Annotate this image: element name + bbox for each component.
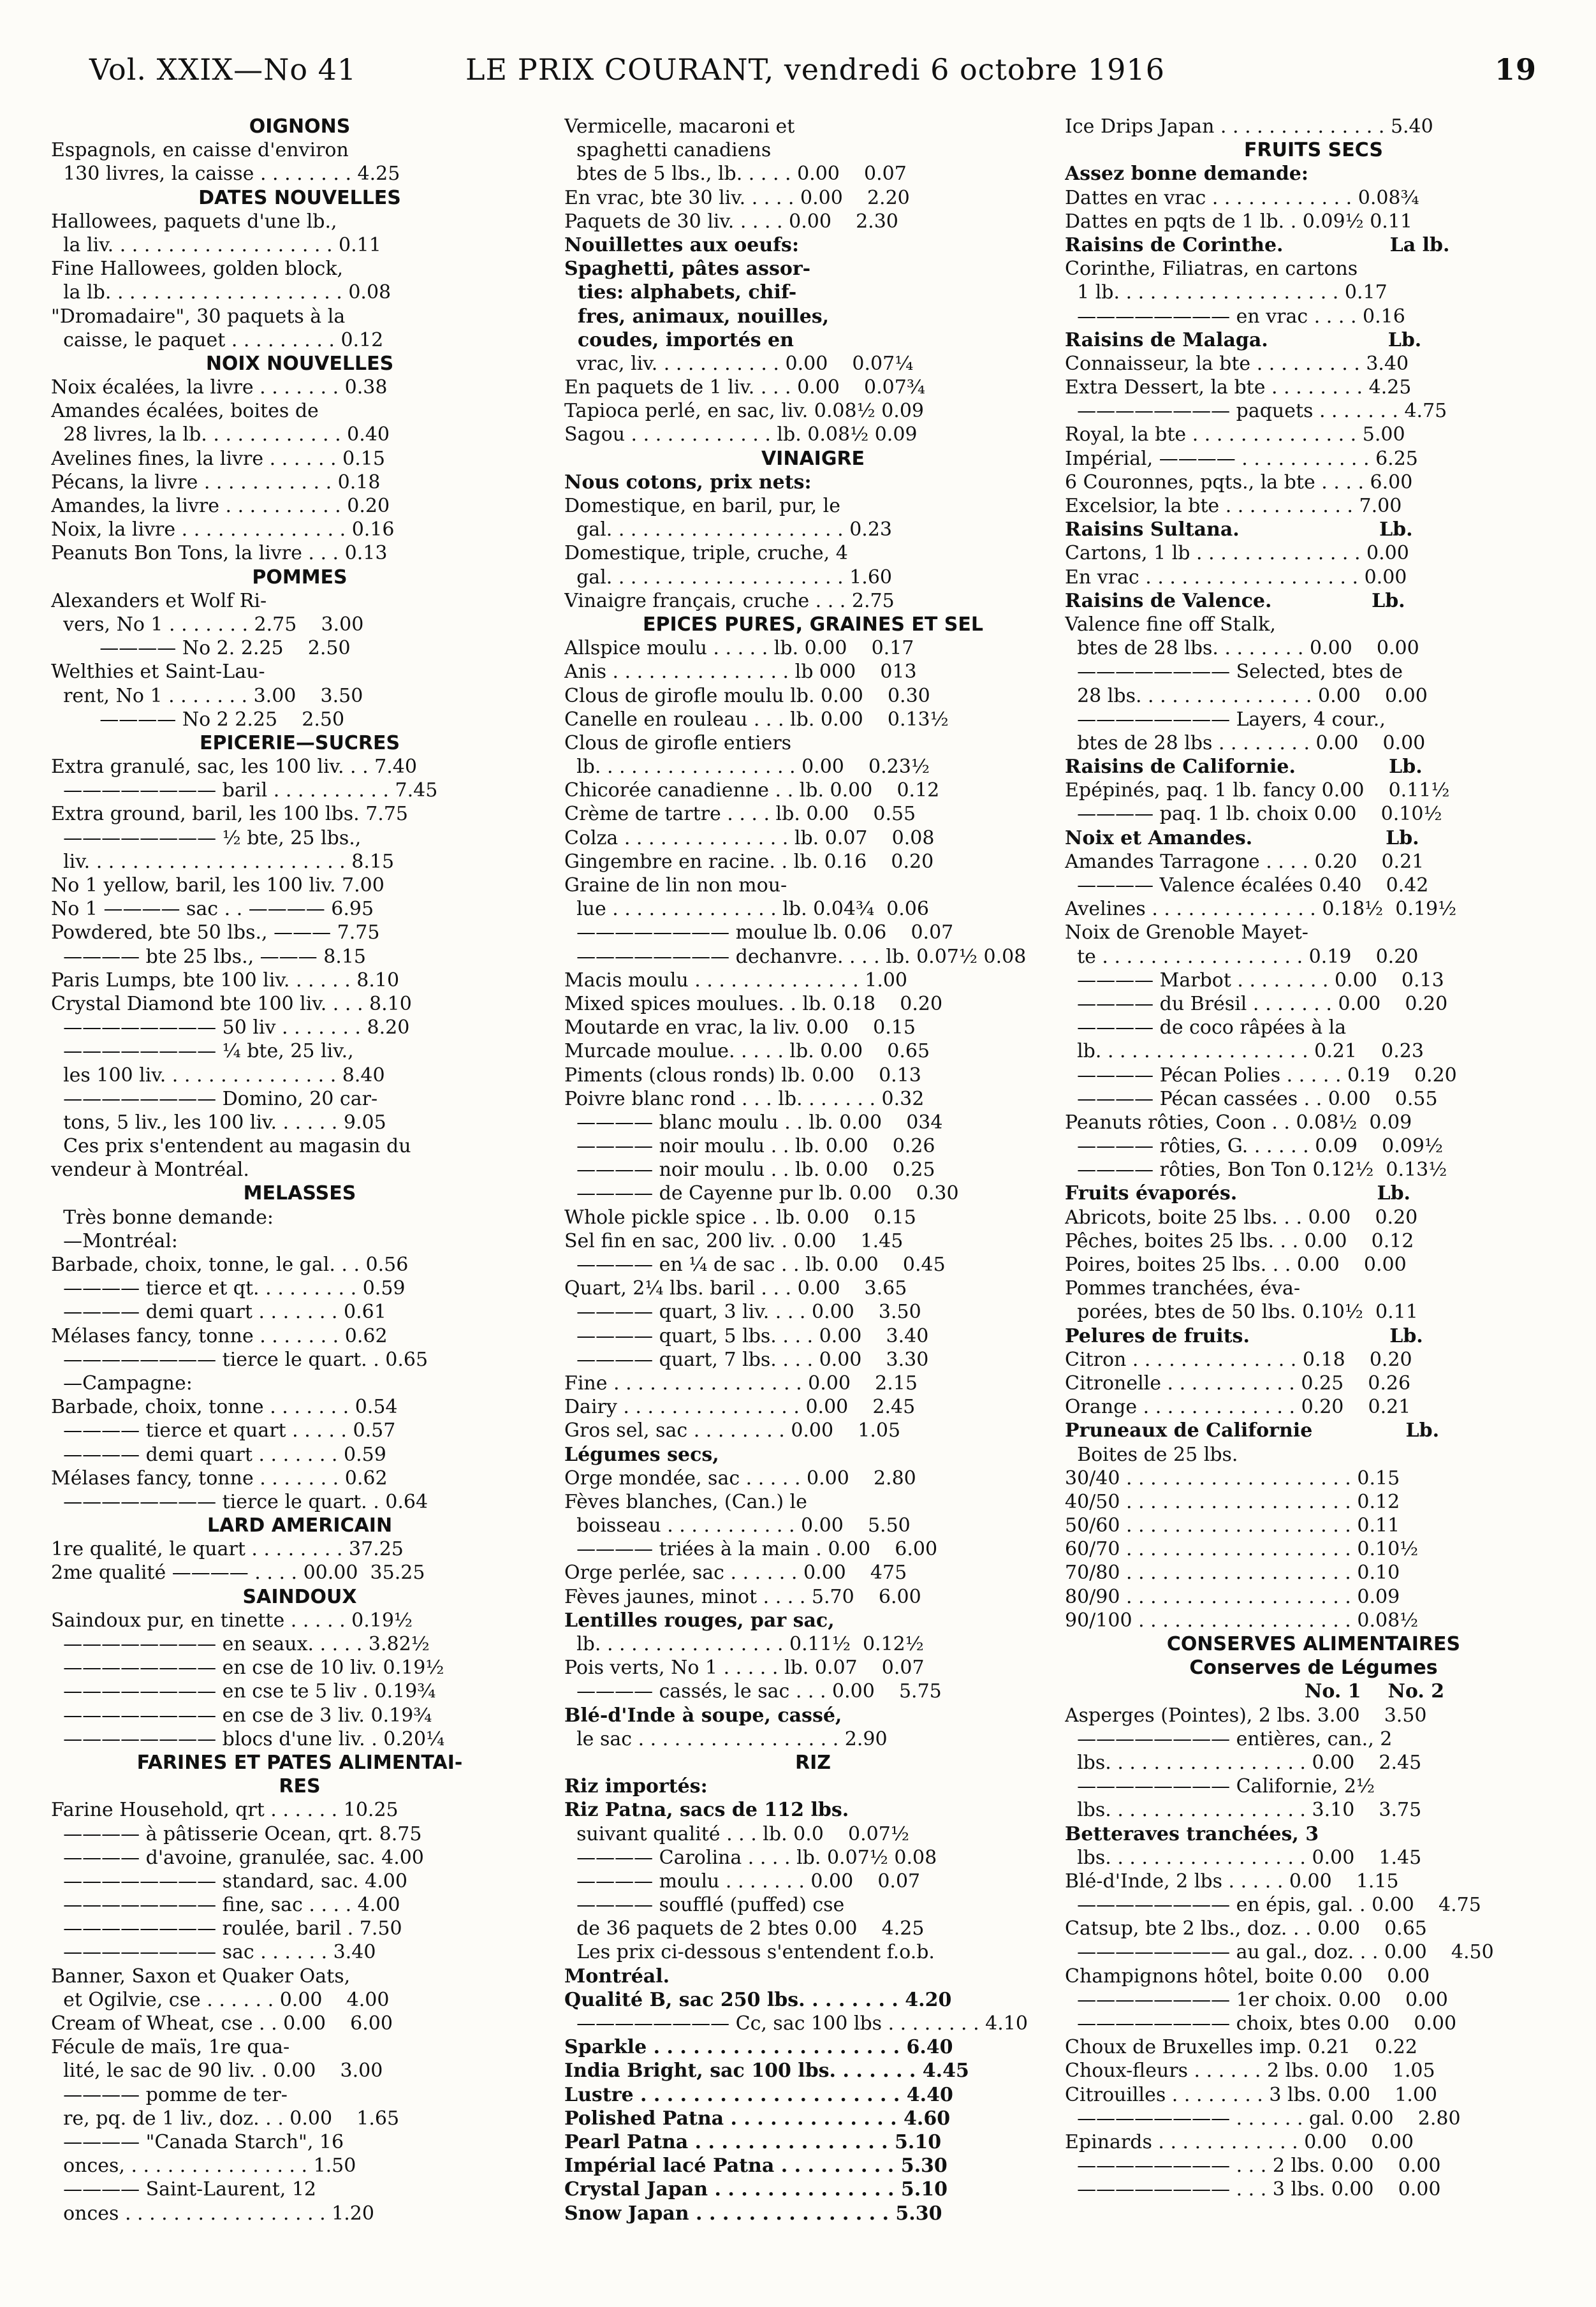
- price-line: Gingembre en racine. . lb. 0.16 0.20: [564, 850, 934, 873]
- price-line: Graine de lin non mou-: [564, 874, 787, 897]
- price-line: ———— du Brésil . . . . . . . 0.00 0.20: [1065, 992, 1448, 1015]
- price-line: ties: alphabets, chif-: [564, 281, 797, 304]
- price-line: ———————— Selected, btes de: [1065, 661, 1403, 684]
- price-line: Paris Lumps, bte 100 liv. . . . . . 8.10: [51, 969, 400, 992]
- price-column-left: [51, 115, 548, 2225]
- price-line: porées, btes de 50 lbs. 0.10½ 0.11: [1065, 1301, 1418, 1324]
- price-line: ———— moulu . . . . . . . 0.00 0.07: [564, 1870, 921, 1893]
- price-line: ———————— 1er choix. 0.00 0.00: [1065, 1988, 1448, 2011]
- price-line: lité, le sac de 90 liv. . 0.00 3.00: [51, 2060, 383, 2083]
- price-line: Riz Patna, sacs de 112 lbs.: [564, 1799, 849, 1822]
- price-line: ———— Carolina . . . . lb. 0.07½ 0.08: [564, 1846, 937, 1869]
- section-heading: RIZ: [794, 1751, 831, 1774]
- price-line: 28 livres, la lb. . . . . . . . . . . . 0.40: [51, 423, 390, 446]
- price-line: Spaghetti, pâtes assor-: [564, 258, 811, 281]
- price-line: Allspice moulu . . . . . lb. 0.00 0.17: [564, 637, 914, 660]
- price-line: liv. . . . . . . . . . . . . . . . . . . . . . 8.15: [51, 850, 395, 873]
- price-line: Alexanders et Wolf Ri-: [51, 589, 267, 612]
- price-column-right: [1065, 115, 1562, 2202]
- price-line: —Campagne:: [51, 1372, 193, 1395]
- price-line: Pruneaux de Californie Lb.: [1065, 1419, 1440, 1442]
- price-line: ———————— paquets . . . . . . . 4.75: [1065, 400, 1447, 423]
- price-column-middle: [564, 115, 1062, 2225]
- price-line: coudes, importés en: [564, 328, 794, 351]
- price-line: No 1 yellow, baril, les 100 liv. 7.00: [51, 874, 384, 897]
- price-line: Blé-d'Inde, 2 lbs . . . . . 0.00 1.15: [1065, 1870, 1399, 1893]
- price-line: Welthies et Saint-Lau-: [51, 661, 265, 684]
- price-line: ———— demi quart . . . . . . . 0.61: [51, 1301, 386, 1324]
- price-line: Saindoux pur, en tinette . . . . . 0.19½: [51, 1609, 413, 1632]
- price-line: Pois verts, No 1 . . . . . lb. 0.07 0.07: [564, 1657, 925, 1680]
- price-line: ———— de Cayenne pur lb. 0.00 0.30: [564, 1182, 959, 1205]
- price-line: Lentilles rouges, par sac,: [564, 1609, 835, 1632]
- price-line: Montréal.: [564, 1965, 670, 1988]
- price-line: Extra ground, baril, les 100 lbs. 7.75: [51, 803, 408, 826]
- price-line: Noix et Amandes. Lb.: [1065, 826, 1419, 849]
- price-line: Avelines fines, la livre . . . . . . 0.15: [51, 447, 385, 470]
- price-line: ———————— Domino, 20 car-: [51, 1087, 378, 1110]
- section-heading: NOIX NOUVELLES: [205, 352, 394, 375]
- price-line: re, pq. de 1 liv., doz. . . 0.00 1.65: [51, 2107, 400, 2130]
- price-line: Poires, boites 25 lbs. . . 0.00 0.00: [1065, 1254, 1407, 1276]
- price-line: Quart, 2¼ lbs. baril . . . 0.00 3.65: [564, 1277, 907, 1300]
- price-line: India Bright, sac 100 lbs. . . . . . . 4.45: [564, 2060, 969, 2083]
- price-line: Raisins Sultana. Lb.: [1065, 518, 1413, 541]
- price-line: Domestique, triple, cruche, 4: [564, 542, 848, 565]
- section-heading: DATES NOUVELLES: [198, 186, 401, 209]
- price-line: ———————— . . . 3 lbs. 0.00 0.00: [1065, 2178, 1441, 2201]
- price-line: ———————— Californie, 2½: [1065, 1775, 1375, 1798]
- price-line: lue . . . . . . . . . . . . . . lb. 0.04¾ 0.06: [564, 898, 929, 921]
- price-line: 40/50 . . . . . . . . . . . . . . . . . . . 0.12: [1065, 1490, 1400, 1513]
- price-line: gal. . . . . . . . . . . . . . . . . . . . 1.60: [564, 566, 892, 589]
- price-line: Citronelle . . . . . . . . . . . 0.25 0.26: [1065, 1372, 1411, 1395]
- price-line: Piments (clous ronds) lb. 0.00 0.13: [564, 1064, 921, 1087]
- price-line: Crème de tartre . . . . lb. 0.00 0.55: [564, 803, 916, 826]
- price-line: ———— blanc moulu . . lb. 0.00 034: [564, 1111, 943, 1134]
- price-line: ———————— moulue lb. 0.06 0.07: [564, 921, 954, 944]
- price-line: Macis moulu . . . . . . . . . . . . . . 1.00: [564, 969, 908, 992]
- price-line: lbs. . . . . . . . . . . . . . . . . 0.00 2.45: [1065, 1751, 1422, 1774]
- price-line: Corinthe, Filiatras, en cartons: [1065, 258, 1358, 281]
- price-line: Impérial, ———— . . . . . . . . . . . 6.25: [1065, 447, 1418, 470]
- price-line: Catsup, bte 2 lbs., doz. . . 0.00 0.65: [1065, 1917, 1427, 1940]
- price-line: Fécule de maïs, 1re qua-: [51, 2036, 290, 2059]
- price-line: Riz importés:: [564, 1775, 708, 1798]
- price-line: suivant qualité . . . lb. 0.0 0.07½: [564, 1822, 909, 1845]
- price-line: Fine . . . . . . . . . . . . . . . . 0.00 2.15: [564, 1372, 918, 1395]
- price-line: Canelle en rouleau . . . lb. 0.00 0.13½: [564, 708, 949, 731]
- price-line: lb. . . . . . . . . . . . . . . . . 0.00 0.23½: [564, 756, 930, 779]
- price-line: lbs. . . . . . . . . . . . . . . . . 0.00 1.45: [1065, 1846, 1422, 1869]
- price-line: ———— Saint-Laurent, 12: [51, 2178, 317, 2201]
- section-heading: SAINDOUX: [242, 1585, 357, 1608]
- price-line: ———— Marbot . . . . . . . . 0.00 0.13: [1065, 969, 1444, 992]
- price-line: Barbade, choix, tonne . . . . . . . 0.54: [51, 1396, 398, 1419]
- price-line: Mélases fancy, tonne . . . . . . . 0.62: [51, 1467, 388, 1490]
- section-heading: CONSERVES ALIMENTAIRES: [1166, 1633, 1461, 1655]
- price-line: vers, No 1 . . . . . . . 2.75 3.00: [51, 613, 364, 636]
- price-line: ———————— 50 liv . . . . . . . 8.20: [51, 1016, 410, 1039]
- price-line: ———— d'avoine, granulée, sac. 4.00: [51, 1846, 424, 1869]
- price-line: Crystal Japan . . . . . . . . . . . . . . 5.10: [564, 2178, 948, 2201]
- price-line: tons, 5 liv., les 100 liv. . . . . . 9.05: [51, 1111, 386, 1134]
- price-line: ———————— fine, sac . . . . 4.00: [51, 1894, 400, 1917]
- price-line: ———— No 2 2.25 2.50: [51, 708, 345, 731]
- price-line: Betteraves tranchées, 3: [1065, 1822, 1319, 1845]
- price-line: Murcade moulue. . . . . lb. 0.00 0.65: [564, 1040, 930, 1063]
- price-line: Amandes Tarragone . . . . 0.20 0.21: [1065, 850, 1424, 873]
- price-line: 6 Couronnes, pqts., la bte . . . . 6.00: [1065, 471, 1413, 494]
- price-line: Raisins de Malaga. Lb.: [1065, 328, 1422, 351]
- section-heading: MELASSES: [243, 1182, 356, 1205]
- price-line: ———————— tierce le quart. . 0.64: [51, 1490, 428, 1513]
- price-line: Orge mondée, sac . . . . . 0.00 2.80: [564, 1467, 916, 1490]
- price-line: 70/80 . . . . . . . . . . . . . . . . . . . 0.10: [1065, 1562, 1400, 1585]
- price-line: No. 1 No. 2: [1065, 1680, 1445, 1703]
- price-line: ———— quart, 5 lbs. . . . 0.00 3.40: [564, 1324, 929, 1347]
- price-line: ———— soufflé (puffed) cse: [564, 1894, 845, 1917]
- price-line: Qualité B, sac 250 lbs. . . . . . . . 4.20: [564, 1988, 952, 2011]
- price-line: Pêches, boites 25 lbs. . . 0.00 0.12: [1065, 1229, 1414, 1252]
- price-line: Lustre . . . . . . . . . . . . . . . . . . . . 4.40: [564, 2083, 953, 2106]
- price-line: ———————— en cse de 3 liv. 0.19¾: [51, 1704, 432, 1727]
- price-line: Fruits évaporés. Lb.: [1065, 1182, 1410, 1205]
- section-heading: Conserves de Légumes: [1189, 1657, 1438, 1680]
- price-line: btes de 5 lbs., lb. . . . . 0.00 0.07: [564, 163, 907, 186]
- price-line: Epinards . . . . . . . . . . . . 0.00 0.00: [1065, 2130, 1414, 2153]
- price-line: Blé-d'Inde à soupe, cassé,: [564, 1704, 842, 1727]
- price-line: ———————— standard, sac. 4.00: [51, 1870, 407, 1893]
- price-line: Fine Hallowees, golden block,: [51, 258, 344, 281]
- price-line: Sparkle . . . . . . . . . . . . . . . . . . . 6.40: [564, 2036, 953, 2059]
- price-line: ———————— en seaux. . . . . 3.82½: [51, 1633, 430, 1655]
- price-line: —Montréal:: [51, 1229, 178, 1252]
- price-line: "Dromadaire", 30 paquets à la: [51, 305, 346, 328]
- price-line: Powdered, bte 50 lbs., ——— 7.75: [51, 921, 380, 944]
- price-line: Barbade, choix, tonne, le gal. . . 0.56: [51, 1254, 409, 1276]
- price-line: ———————— tierce le quart. . 0.65: [51, 1348, 428, 1371]
- price-line: ———— tierce et qt. . . . . . . . . 0.59: [51, 1277, 406, 1300]
- price-line: Mélases fancy, tonne . . . . . . . 0.62: [51, 1324, 388, 1347]
- price-line: les 100 liv. . . . . . . . . . . . . . . 8.40: [51, 1064, 385, 1087]
- price-line: lb. . . . . . . . . . . . . . . . . . 0.21 0.23: [1065, 1040, 1424, 1063]
- price-line: Dattes en pqts de 1 lb. . 0.09½ 0.11: [1065, 210, 1413, 233]
- price-line: Légumes secs,: [564, 1443, 719, 1466]
- price-line: 1re qualité, le quart . . . . . . . . 37.25: [51, 1538, 404, 1561]
- price-line: Choux-fleurs . . . . . . 2 lbs. 0.00 1.05: [1065, 2060, 1435, 2083]
- price-line: Amandes, la livre . . . . . . . . . . 0.20: [51, 495, 390, 517]
- price-line: Clous de girofle entiers: [564, 731, 792, 754]
- price-line: Snow Japan . . . . . . . . . . . . . . . 5.30: [564, 2202, 942, 2225]
- price-line: Extra Dessert, la bte . . . . . . . . 4.25: [1065, 376, 1412, 399]
- price-line: Vinaigre français, cruche . . . 2.75: [564, 589, 895, 612]
- price-line: ———— Pécan cassées . . 0.00 0.55: [1065, 1087, 1438, 1110]
- section-heading: OIGNONS: [249, 115, 351, 138]
- price-line: ———— à pâtisserie Ocean, qrt. 8.75: [51, 1822, 422, 1845]
- price-line: No 1 ———— sac . . ———— 6.95: [51, 898, 374, 921]
- price-line: ———— Valence écalées 0.40 0.42: [1065, 874, 1429, 897]
- price-line: ———— de coco râpées à la: [1065, 1016, 1347, 1039]
- price-line: ———— demi quart . . . . . . . 0.59: [51, 1443, 386, 1466]
- price-line: ———————— en cse te 5 liv . 0.19¾: [51, 1680, 436, 1703]
- price-line: Raisins de Corinthe. La lb.: [1065, 233, 1450, 256]
- price-line: Domestique, en baril, pur, le: [564, 495, 841, 517]
- price-line: Asperges (Pointes), 2 lbs. 3.00 3.50: [1065, 1704, 1427, 1727]
- price-line: te . . . . . . . . . . . . . . . . . 0.19 0.20: [1065, 945, 1419, 968]
- price-line: ———————— en épis, gal. . 0.00 4.75: [1065, 1894, 1481, 1917]
- price-line: Noix de Grenoble Mayet-: [1065, 921, 1308, 944]
- price-line: ———————— . . . . . . gal. 0.00 2.80: [1065, 2107, 1461, 2130]
- volume-number: Vol. XXIX—No 41: [89, 52, 357, 87]
- price-line: ———————— au gal., doz. . . 0.00 4.50: [1065, 1941, 1494, 1964]
- price-line: Excelsior, la bte . . . . . . . . . . . 7.00: [1065, 495, 1402, 517]
- price-line: le sac . . . . . . . . . . . . . . . . . 2.90: [564, 1727, 888, 1750]
- price-line: vendeur à Montréal.: [51, 1159, 249, 1182]
- price-line: Epépinés, paq. 1 lb. fancy 0.00 0.11½: [1065, 779, 1450, 802]
- price-line: Valence fine off Stalk,: [1065, 613, 1276, 636]
- price-line: Ice Drips Japan . . . . . . . . . . . . . . 5.40: [1065, 115, 1433, 138]
- publication-title: LE PRIX COURANT, vendredi 6 octobre 1916: [465, 52, 1165, 87]
- price-line: ———— noir moulu . . lb. 0.00 0.26: [564, 1135, 935, 1158]
- price-line: Peanuts Bon Tons, la livre . . . 0.13: [51, 542, 388, 565]
- section-heading: VINAIGRE: [761, 447, 865, 470]
- price-line: Colza . . . . . . . . . . . . . . lb. 0.07 0.08: [564, 826, 935, 849]
- price-line: Amandes écalées, boites de: [51, 400, 319, 423]
- price-line: Raisins de Valence. Lb.: [1065, 589, 1405, 612]
- price-line: ———— en ¼ de sac . . lb. 0.00 0.45: [564, 1254, 946, 1276]
- price-line: boisseau . . . . . . . . . . . 0.00 5.50: [564, 1514, 911, 1537]
- price-line: la liv. . . . . . . . . . . . . . . . . . . 0.11: [51, 233, 381, 256]
- price-line: Connaisseur, la bte . . . . . . . . . 3.40: [1065, 352, 1409, 375]
- price-line: ———————— en cse de 10 liv. 0.19½: [51, 1657, 444, 1680]
- price-line: ———— "Canada Starch", 16: [51, 2130, 344, 2153]
- price-line: Extra granulé, sac, les 100 liv. . . 7.40: [51, 756, 417, 779]
- price-line: Assez bonne demande:: [1065, 163, 1308, 186]
- price-line: ———— triées à la main . 0.00 6.00: [564, 1538, 938, 1561]
- price-line: Banner, Saxon et Quaker Oats,: [51, 1965, 351, 1988]
- price-line: ———— quart, 3 liv. . . . 0.00 3.50: [564, 1301, 921, 1324]
- price-line: ———————— . . . 2 lbs. 0.00 0.00: [1065, 2155, 1441, 2178]
- price-line: 28 lbs. . . . . . . . . . . . . . . 0.00 0.00: [1065, 684, 1428, 707]
- price-line: Peanuts rôties, Coon . . 0.08½ 0.09: [1065, 1111, 1412, 1134]
- price-line: Nous cotons, prix nets:: [564, 471, 812, 494]
- price-line: Cream of Wheat, cse . . 0.00 6.00: [51, 2012, 393, 2035]
- price-line: ———— quart, 7 lbs. . . . 0.00 3.30: [564, 1348, 929, 1371]
- price-line: ———————— roulée, baril . 7.50: [51, 1917, 402, 1940]
- price-line: ———————— ½ bte, 25 lbs.,: [51, 826, 362, 849]
- section-heading: RES: [279, 1775, 321, 1798]
- price-line: ———————— Cc, sac 100 lbs . . . . . . . . 4.10: [564, 2012, 1028, 2035]
- price-line: btes de 28 lbs . . . . . . . . 0.00 0.00: [1065, 731, 1426, 754]
- page-header: [51, 52, 1537, 97]
- price-line: Dairy . . . . . . . . . . . . . . . 0.00 2.45: [564, 1396, 916, 1419]
- price-line: ———————— en vrac . . . . 0.16: [1065, 305, 1405, 328]
- price-line: vrac, liv. . . . . . . . . . . 0.00 0.07¼: [564, 352, 914, 375]
- price-line: Moutarde en vrac, la liv. 0.00 0.15: [564, 1016, 916, 1039]
- price-line: Noix écalées, la livre . . . . . . . 0.38: [51, 376, 388, 399]
- price-line: ———— pomme de ter-: [51, 2083, 288, 2106]
- price-line: et Ogilvie, cse . . . . . . 0.00 4.00: [51, 1988, 390, 2011]
- price-line: ———————— Layers, 4 cour.,: [1065, 708, 1386, 731]
- price-line: Nouillettes aux oeufs:: [564, 233, 800, 256]
- price-line: En vrac . . . . . . . . . . . . . . . . . . 0.00: [1065, 566, 1407, 589]
- price-line: 1 lb. . . . . . . . . . . . . . . . . . . 0.17: [1065, 281, 1387, 304]
- price-line: Royal, la bte . . . . . . . . . . . . . . 5.00: [1065, 423, 1405, 446]
- price-line: Ces prix s'entendent au magasin du: [51, 1135, 411, 1158]
- price-line: 130 livres, la caisse . . . . . . . . 4.25: [51, 163, 400, 186]
- price-line: Fèves blanches, (Can.) le: [564, 1490, 807, 1513]
- price-line: Orange . . . . . . . . . . . . . 0.20 0.21: [1065, 1396, 1411, 1419]
- price-line: ———————— choix, btes 0.00 0.00: [1065, 2012, 1457, 2035]
- price-line: Pommes tranchées, éva-: [1065, 1277, 1301, 1300]
- price-line: Cartons, 1 lb . . . . . . . . . . . . . . 0.00: [1065, 542, 1409, 565]
- price-line: Sel fin en sac, 200 liv. . 0.00 1.45: [564, 1229, 904, 1252]
- price-line: Polished Patna . . . . . . . . . . . . . 4.60: [564, 2107, 951, 2130]
- price-line: Champignons hôtel, boite 0.00 0.00: [1065, 1965, 1430, 1988]
- price-line: Whole pickle spice . . lb. 0.00 0.15: [564, 1206, 916, 1229]
- price-line: Orge perlée, sac . . . . . . 0.00 475: [564, 1562, 907, 1585]
- price-line: Paquets de 30 liv. . . . . 0.00 2.30: [564, 210, 898, 233]
- price-line: Anis . . . . . . . . . . . . . . . lb 000 013: [564, 661, 917, 684]
- price-line: ———————— blocs d'une liv. . 0.20¼: [51, 1727, 445, 1750]
- price-line: ———————— entières, can., 2: [1065, 1727, 1393, 1750]
- section-heading: EPICES PURES, GRAINES ET SEL: [643, 613, 983, 636]
- price-line: ———— Pécan Polies . . . . . 0.19 0.20: [1065, 1064, 1457, 1087]
- price-line: ———————— sac . . . . . . 3.40: [51, 1941, 376, 1964]
- price-line: onces . . . . . . . . . . . . . . . . . 1.20: [51, 2202, 374, 2225]
- price-line: 30/40 . . . . . . . . . . . . . . . . . . . 0.15: [1065, 1467, 1400, 1490]
- price-line: Pearl Patna . . . . . . . . . . . . . . . 5.10: [564, 2130, 942, 2153]
- section-heading: EPICERIE—SUCRES: [199, 731, 400, 754]
- price-line: ———— rôties, Bon Ton 0.12½ 0.13½: [1065, 1159, 1447, 1182]
- price-line: la lb. . . . . . . . . . . . . . . . . . . . 0.08: [51, 281, 392, 304]
- price-line: 80/90 . . . . . . . . . . . . . . . . . . . 0.09: [1065, 1585, 1400, 1608]
- price-line: Vermicelle, macaroni et: [564, 115, 795, 138]
- price-line: Crystal Diamond bte 100 liv. . . . 8.10: [51, 992, 412, 1015]
- price-line: Les prix ci-dessous s'entendent f.o.b.: [564, 1941, 935, 1964]
- price-line: 90/100 . . . . . . . . . . . . . . . . . . 0.08½: [1065, 1609, 1419, 1632]
- price-line: Choux de Bruxelles imp. 0.21 0.22: [1065, 2036, 1417, 2059]
- price-line: Noix, la livre . . . . . . . . . . . . . . 0.16: [51, 518, 395, 541]
- price-line: onces, . . . . . . . . . . . . . . . 1.50: [51, 2155, 356, 2178]
- price-line: Citrouilles . . . . . . . . 3 lbs. 0.00 1.00: [1065, 2083, 1438, 2106]
- price-line: Très bonne demande:: [51, 1206, 274, 1229]
- price-line: caisse, le paquet . . . . . . . . . 0.12: [51, 328, 384, 351]
- price-line: 2me qualité ———— . . . . 00.00 35.25: [51, 1562, 425, 1585]
- price-line: Farine Household, qrt . . . . . . 10.25: [51, 1799, 399, 1822]
- price-line: btes de 28 lbs. . . . . . . . 0.00 0.00: [1065, 637, 1419, 660]
- price-line: lb. . . . . . . . . . . . . . . . 0.11½ 0.12½: [564, 1633, 924, 1655]
- price-line: Clous de girofle moulu lb. 0.00 0.30: [564, 684, 930, 707]
- price-line: gal. . . . . . . . . . . . . . . . . . . . 0.23: [564, 518, 892, 541]
- price-line: rent, No 1 . . . . . . . 3.00 3.50: [51, 684, 363, 707]
- section-heading: FARINES ET PATES ALIMENTAI-: [136, 1751, 463, 1774]
- section-heading: POMMES: [252, 566, 348, 589]
- section-heading: LARD AMERICAIN: [207, 1514, 393, 1537]
- price-line: Pelures de fruits. Lb.: [1065, 1324, 1423, 1347]
- price-line: ———— noir moulu . . lb. 0.00 0.25: [564, 1159, 935, 1182]
- price-line: Boites de 25 lbs.: [1065, 1443, 1238, 1466]
- price-line: Tapioca perlé, en sac, liv. 0.08½ 0.09: [564, 400, 924, 423]
- price-line: spaghetti canadiens: [564, 139, 772, 162]
- price-line: lbs. . . . . . . . . . . . . . . . . 3.10 3.75: [1065, 1799, 1422, 1822]
- price-line: Chicorée canadienne . . lb. 0.00 0.12: [564, 779, 940, 802]
- price-line: 60/70 . . . . . . . . . . . . . . . . . . . 0.10½: [1065, 1538, 1419, 1561]
- price-line: ———————— dechanvre. . . . lb. 0.07½ 0.08: [564, 945, 1027, 968]
- price-line: de 36 paquets de 2 btes 0.00 4.25: [564, 1917, 925, 1940]
- section-heading: FRUITS SECS: [1244, 139, 1383, 162]
- price-line: ———— cassés, le sac . . . 0.00 5.75: [564, 1680, 942, 1703]
- price-line: ———— No 2. 2.25 2.50: [51, 637, 351, 660]
- price-line: Fèves jaunes, minot . . . . 5.70 6.00: [564, 1585, 921, 1608]
- price-line: ———— tierce et quart . . . . . 0.57: [51, 1419, 396, 1442]
- price-line: En paquets de 1 liv. . . . 0.00 0.07¾: [564, 376, 925, 399]
- price-line: Sagou . . . . . . . . . . . . lb. 0.08½ 0.09: [564, 423, 918, 446]
- price-line: ———— rôties, G. . . . . . 0.09 0.09½: [1065, 1135, 1444, 1158]
- price-line: Abricots, boite 25 lbs. . . 0.00 0.20: [1065, 1206, 1418, 1229]
- price-line: En vrac, bte 30 liv. . . . . 0.00 2.20: [564, 186, 910, 209]
- price-line: Pécans, la livre . . . . . . . . . . . 0.18: [51, 471, 381, 494]
- price-line: Poivre blanc rond . . . lb. . . . . . . 0.32: [564, 1087, 925, 1110]
- price-line: Espagnols, en caisse d'environ: [51, 139, 349, 162]
- price-line: Hallowees, paquets d'une lb.,: [51, 210, 337, 233]
- price-line: Dattes en vrac . . . . . . . . . . . . 0.08¾: [1065, 186, 1419, 209]
- price-line: ———————— baril . . . . . . . . . . 7.45: [51, 779, 438, 802]
- page-number: 19: [1494, 52, 1537, 87]
- price-line: 50/60 . . . . . . . . . . . . . . . . . . . 0.11: [1065, 1514, 1400, 1537]
- price-line: Raisins de Californie. Lb.: [1065, 756, 1423, 779]
- price-line: Avelines . . . . . . . . . . . . . . 0.18½ 0.19½: [1065, 898, 1457, 921]
- price-line: ———— paq. 1 lb. choix 0.00 0.10½: [1065, 803, 1442, 826]
- price-line: Impérial lacé Patna . . . . . . . . . 5.30: [564, 2155, 948, 2178]
- price-line: ———————— ¼ bte, 25 liv.,: [51, 1040, 354, 1063]
- price-line: Gros sel, sac . . . . . . . . 0.00 1.05: [564, 1419, 901, 1442]
- price-line: fres, animaux, nouilles,: [564, 305, 830, 328]
- price-line: Mixed spices moulues. . lb. 0.18 0.20: [564, 992, 943, 1015]
- price-line: ———— bte 25 lbs., ——— 8.15: [51, 945, 367, 968]
- price-line: Citron . . . . . . . . . . . . . . 0.18 0.20: [1065, 1348, 1412, 1371]
